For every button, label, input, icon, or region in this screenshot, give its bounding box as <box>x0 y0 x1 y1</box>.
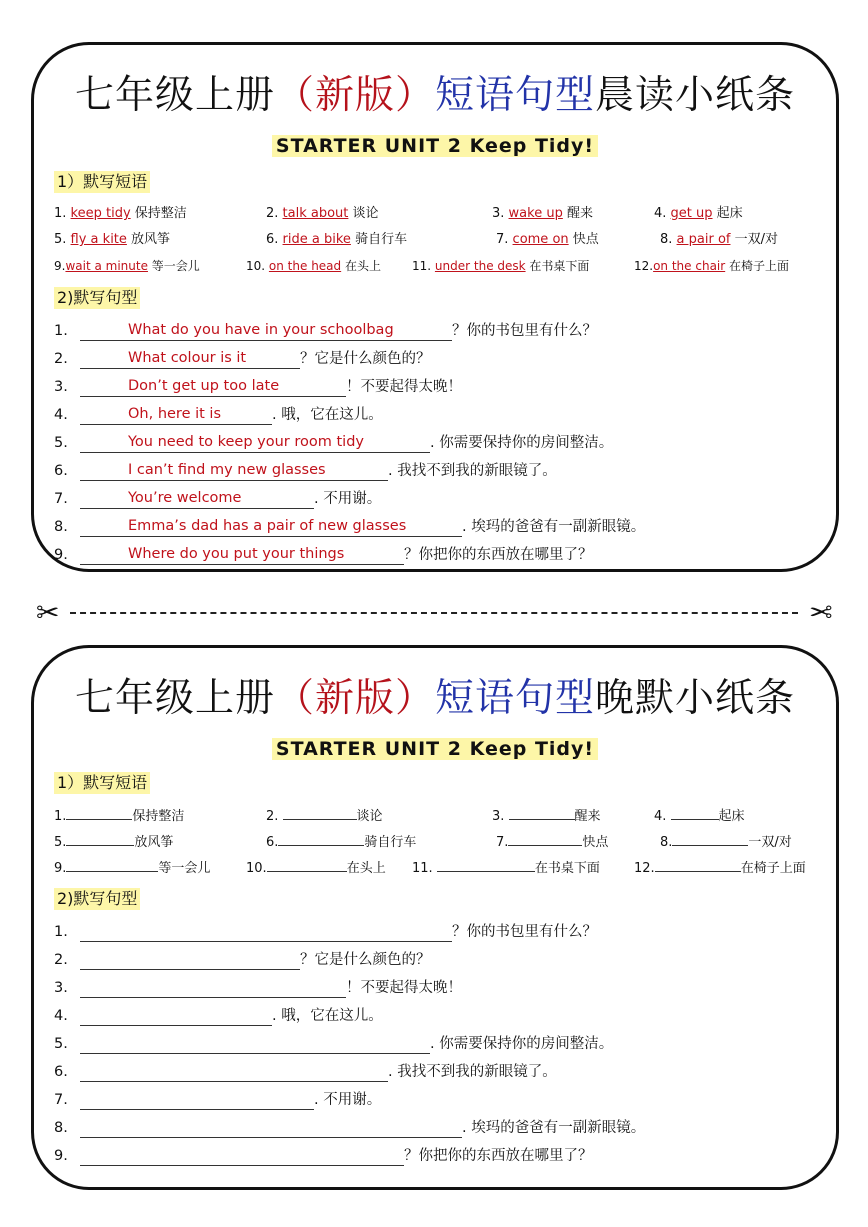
sentence-blank-item: 2. ？它是什么颜色的？ <box>54 952 431 968</box>
unit-heading: STARTER UNIT 2 Keep Tidy! <box>34 135 836 157</box>
phrase-item: 12.on the chair 在椅子上面 <box>634 259 790 273</box>
phrase-blank-item: 12. 在椅子上面 <box>634 858 806 878</box>
morning-card <box>31 42 839 572</box>
sentence-blank-item: 4. . 哦，它在这儿。 <box>54 1008 383 1024</box>
scissors-icon: ✂ <box>36 596 60 629</box>
sentence-item: 3. Don’t get up too late ！不要起得太晚！ <box>54 378 462 395</box>
phrase-blank-item: 4. 起床 <box>654 806 745 826</box>
phrase-blank-item: 1. 保持整洁 <box>54 806 184 826</box>
cut-line <box>36 598 832 630</box>
sentence-item: 5. You need to keep your room tidy . 你需要保持你的房间整洁。 <box>54 434 614 451</box>
title-edition: （新版） <box>274 676 435 721</box>
title-grade: 七年级上册 <box>74 73 275 118</box>
title-topic: 短语句型 <box>435 676 596 721</box>
title-grade: 七年级上册 <box>74 676 275 721</box>
evening-title <box>34 674 836 724</box>
phrase-blank-item: 5. 放风筝 <box>54 832 173 852</box>
section-phrases-heading: 1）默写短语 <box>54 772 150 794</box>
sentence-blank-item: 8. . 埃玛的爸爸有一副新眼镜。 <box>54 1120 646 1136</box>
sentence-blank-item: 9. ？你把你的东西放在哪里了？ <box>54 1148 593 1164</box>
section-sentences-heading: 2)默写句型 <box>54 888 140 910</box>
title-topic: 短语句型 <box>435 73 596 118</box>
phrase-blank-item: 2. 谈论 <box>266 806 383 826</box>
phrase-item: 6. ride a bike 骑自行车 <box>266 232 408 247</box>
title-edition: （新版） <box>274 73 435 118</box>
phrase-blank-item: 8. 一双/对 <box>660 832 792 852</box>
phrase-item: 10. on the head 在头上 <box>246 259 381 273</box>
sentence-blank-item: 3. ！不要起得太晚！ <box>54 980 462 996</box>
phrase-blank-item: 10. 在头上 <box>246 858 386 878</box>
title-sheet: 晚默小纸条 <box>595 676 796 721</box>
phrase-blank-item: 11. 在书桌下面 <box>412 858 600 878</box>
sentence-blank-item: 7. . 不用谢。 <box>54 1092 382 1108</box>
title-sheet: 晨读小纸条 <box>595 73 796 118</box>
unit-heading: STARTER UNIT 2 Keep Tidy! <box>34 738 836 760</box>
phrase-blank-item: 9. 等一会儿 <box>54 858 210 878</box>
sentence-item: 8. Emma’s dad has a pair of new glasses . 埃玛的爸爸有一副新眼镜。 <box>54 518 646 535</box>
phrase-item: 3. wake up 醒来 <box>492 206 593 221</box>
phrase-item: 4. get up 起床 <box>654 206 743 221</box>
phrase-item: 9.wait a minute 等一会儿 <box>54 259 200 273</box>
sentence-blank-item: 1. ？你的书包里有什么？ <box>54 924 597 940</box>
sentence-blank-item: 6. . 我找不到我的新眼镜了。 <box>54 1064 557 1080</box>
phrase-item: 7. come on 快点 <box>496 232 599 247</box>
phrase-blank-item: 7. 快点 <box>496 832 608 852</box>
section-sentences-heading: 2)默写句型 <box>54 287 140 309</box>
phrase-blank-item: 3. 醒来 <box>492 806 601 826</box>
sentence-item: 4. Oh, here it is . 哦，它在这儿。 <box>54 406 383 423</box>
phrase-item: 1. keep tidy 保持整洁 <box>54 206 187 221</box>
dashed-divider <box>70 612 798 614</box>
sentence-item: 6. I can’t find my new glasses . 我找不到我的新眼镜了。 <box>54 462 557 479</box>
sentence-item: 1. What do you have in your schoolbag ？你的书包里有什么？ <box>54 322 597 339</box>
evening-card <box>31 645 839 1190</box>
scissors-icon: ✂ <box>808 596 832 629</box>
sentence-item: 7. You’re welcome . 不用谢。 <box>54 490 382 507</box>
sentence-blank-item: 5. . 你需要保持你的房间整洁。 <box>54 1036 614 1052</box>
sentence-item: 9. Where do you put your things ？你把你的东西放在哪里了？ <box>54 546 593 563</box>
phrase-item: 8. a pair of 一双/对 <box>660 232 779 247</box>
phrase-item: 5. fly a kite 放风筝 <box>54 232 171 247</box>
phrase-blank-item: 6. 骑自行车 <box>266 832 416 852</box>
section-phrases-heading: 1）默写短语 <box>54 171 150 193</box>
sentence-item: 2. What colour is it ？它是什么颜色的？ <box>54 350 431 367</box>
phrase-item: 2. talk about 谈论 <box>266 206 379 221</box>
morning-title <box>34 71 836 121</box>
phrase-item: 11. under the desk 在书桌下面 <box>412 259 590 273</box>
